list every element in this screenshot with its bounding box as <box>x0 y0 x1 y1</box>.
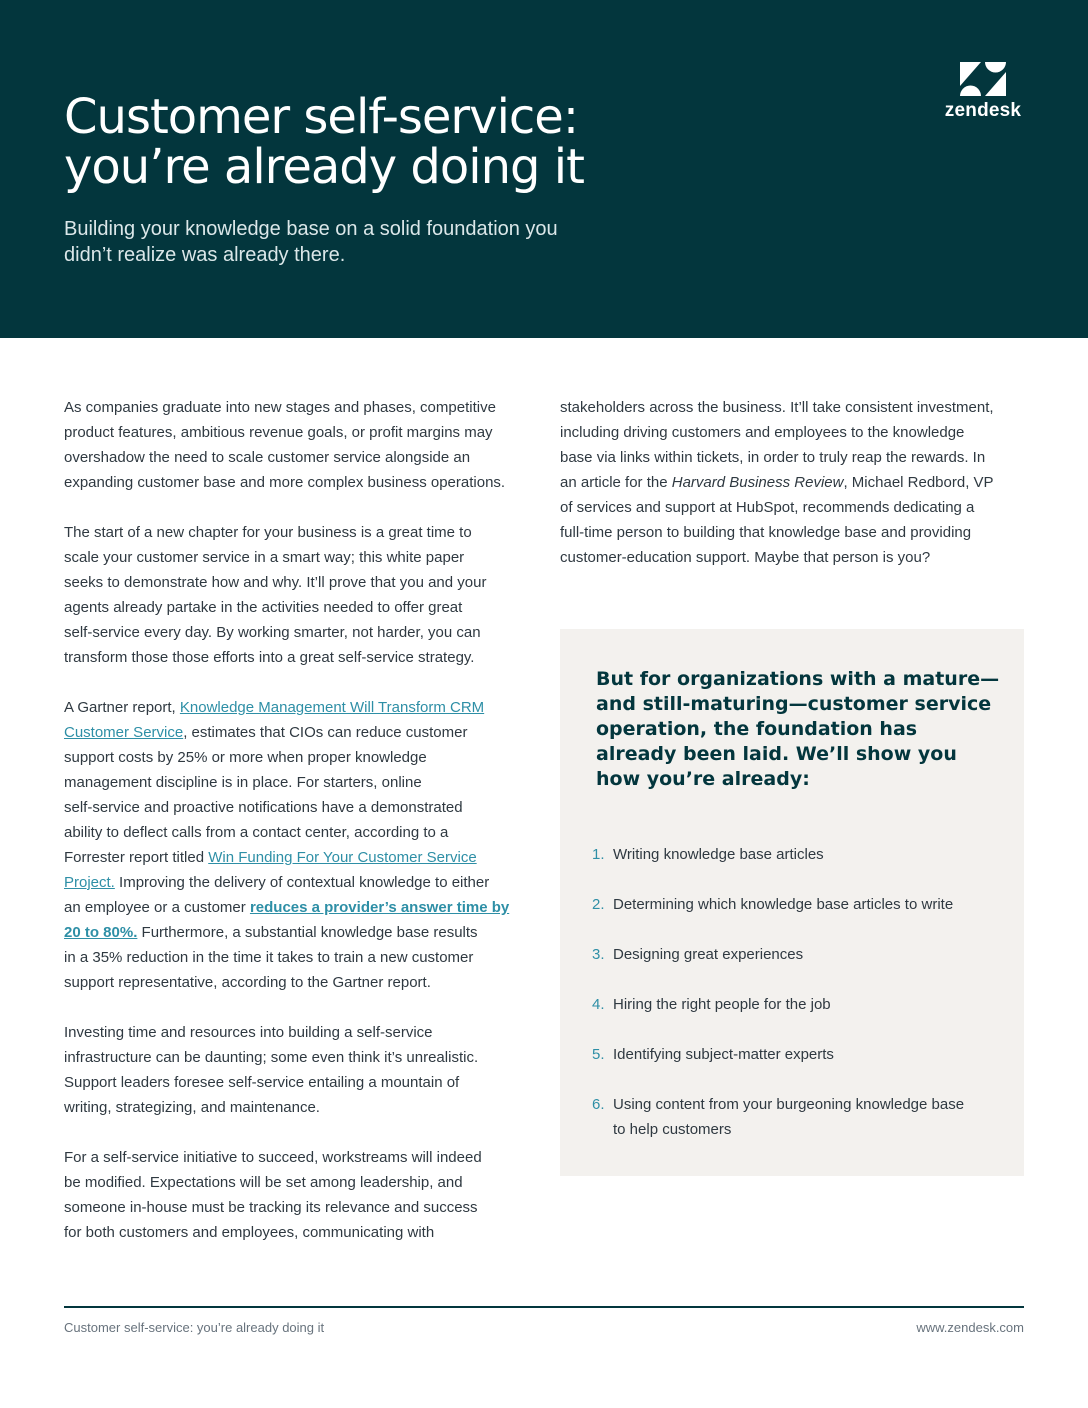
hero-banner <box>0 0 1088 338</box>
publication-name: Harvard Business Review <box>671 474 844 491</box>
paragraph-2: The start of a new chapter for your business is a great time to scale your customer service in a smart way; this white paper seeks to demonstrate how and why. It’ll prove that you and your agents already partake in the activities needed to offer great self-service every day. By working smarter, not harder, you can transform those those efforts into a great self-service strategy. <box>64 524 487 666</box>
paragraph-4: Investing time and resources into building a self-service infrastructure can be daunting; some even think it’s unrealistic. Support leaders foresee self-service entailing a mountain of writing, strategizing, and maintenance. <box>64 1024 479 1116</box>
list-item: 3. Designing great experiences <box>592 946 804 963</box>
list-item: 6. Using content from your burgeoning knowledge base to help customers <box>592 1096 965 1138</box>
gartner-report-link[interactable]: Knowledge Management Will Transform CRM <box>179 699 485 716</box>
zendesk-logo <box>940 62 1026 122</box>
footer-website-link[interactable]: www.zendesk.com <box>916 1320 1024 1335</box>
callout-heading: But for organizations with a mature— and still-maturing—customer service operation, the foundation has already been laid. We’ll show you how you’re already: <box>596 668 1000 790</box>
list-item: 5. Identifying subject-matter experts <box>592 1046 834 1063</box>
gartner-report-link-cont[interactable]: Customer Service <box>64 724 184 741</box>
callout-box <box>560 629 1024 1176</box>
paragraph-5: For a self-service initiative to succeed, workstreams will indeed be modified. Expectations will be set among leadership, and someone in-house must be tracking its relevance and success for both customers and employees, communicating with <box>64 1149 482 1241</box>
zendesk-logo-icon <box>960 62 1006 96</box>
footer-document-title: Customer self-service: you’re already doing it <box>64 1320 325 1335</box>
steps-list <box>592 842 1012 1167</box>
paragraph-3: A Gartner report, Knowledge Management Will Transform CRM Customer Service, estimates that CIOs can reduce customer support costs by 25% or more when proper knowledge management discipline is in place. For starters, online self-service and proactive notifications have a demonstrated ability to deflect calls from a contact center, according to a Forrester report titled Win Funding For Your Customer Service Project. Improving the delivery of contextual knowledge to either an employee or a customer reduces a provider’s answer time by 20 to 80%. Furthermore, a substantial knowledge base results in a 35% reduction in the time it takes to train a new customer support representative, according to the Gartner report. <box>64 699 510 991</box>
page-title: Customer self-service: you’re already doing it <box>64 89 584 195</box>
right-column <box>560 395 1030 570</box>
list-item: 2. Determining which knowledge base articles to write <box>592 896 954 913</box>
answer-time-link-cont[interactable]: 20 to 80%. <box>64 924 138 941</box>
page-subtitle: Building your knowledge base on a solid foundation you didn’t realize was already there. <box>64 218 558 266</box>
left-column <box>64 395 534 1245</box>
list-item: 4. Hiring the right people for the job <box>592 996 831 1013</box>
paragraph-1: As companies graduate into new stages and phases, competitive product features, ambitious revenue goals, or profit margins may overshadow the need to scale customer service alongside an expanding customer base and more complex business operations. <box>64 399 506 491</box>
paragraph-6: stakeholders across the business. It’ll take consistent investment, including driving customers and employees to the knowledge base via links within tickets, in order to truly reap the rewards. In an article for the Harvard Business Review, Michael Redbord, VP of services and support at HubSpot, recommends dedicating a full-time person to building that knowledge base and providing customer-education support. Maybe that person is you? <box>560 399 994 566</box>
forrester-report-link[interactable]: Win Funding For Your Customer Service <box>208 849 477 866</box>
logo-wordmark: zendesk <box>944 100 1022 121</box>
footer-divider <box>64 1306 1024 1308</box>
forrester-report-link-cont[interactable]: Project. <box>64 874 115 891</box>
list-item: 1. Writing knowledge base articles <box>592 846 824 863</box>
answer-time-link[interactable]: reduces a provider’s answer time by <box>249 899 510 916</box>
